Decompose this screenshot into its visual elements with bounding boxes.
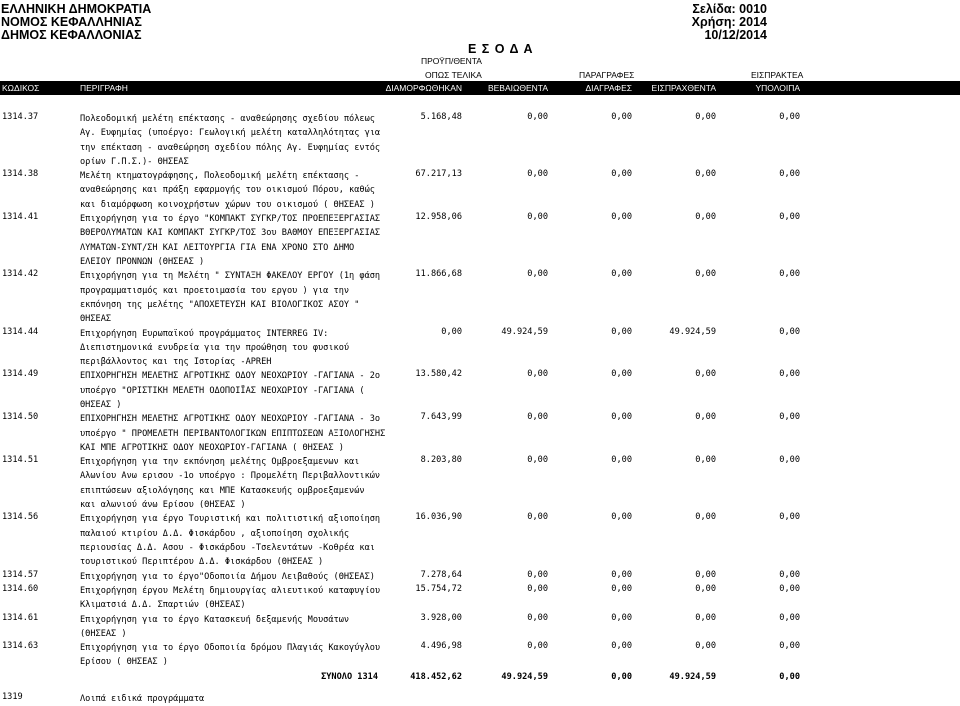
description-line: και διαμόρφωση κοινοχρήστων χώρων του οικισμού ( ΘΗΣΕΑΣ ) (80, 199, 375, 210)
total-formed: 418.452,62 (410, 671, 462, 682)
row-code: 1314.41 (2, 212, 39, 223)
row-certified: 49.924,59 (501, 326, 548, 337)
row-description (80, 269, 380, 326)
description-line: περιουσίας Δ.Δ. Ασου - Φισκάρδου -Τσελεντάτων -Κοθρέα και (80, 542, 375, 553)
subheader-receivable: ΕΙΣΠΡΑΚΤΕΑ (751, 70, 804, 80)
row-certified: 0,00 (527, 112, 548, 122)
row-code: 1314.57 (2, 569, 39, 580)
description-line: Επιχορήγηση για την εκπόνηση μελέτης Ομβροεξαμενων και (80, 457, 360, 468)
row-certified: 0,00 (527, 212, 548, 223)
row-deletions: 0,00 (611, 412, 632, 423)
row-collected: 0,00 (695, 455, 716, 466)
row-balance: 0,00 (779, 412, 800, 423)
row-certified: 0,00 (527, 412, 548, 423)
row-collected: 0,00 (695, 112, 716, 122)
row-deletions: 0,00 (611, 612, 632, 623)
total-deletions: 0,00 (611, 671, 632, 682)
row-collected: 0,00 (695, 412, 716, 423)
row-deletions: 0,00 (611, 455, 632, 466)
row-description (80, 212, 380, 269)
row-collected: 0,00 (695, 212, 716, 223)
subheader-budgeted: ΠΡΟΫΠ/ΘΕΝΤΑ (421, 56, 482, 66)
description-line: Επιχορήγηση για έργο Τουριστική και πολιτιστική αξιοποίηση (80, 514, 381, 525)
row-collected: 0,00 (695, 512, 716, 523)
row-balance: 0,00 (779, 269, 800, 280)
next-description: Λοιπά ειδικά προγράμματα (80, 694, 205, 704)
header-year: Χρήση: 2014 (691, 15, 767, 29)
row-formed: 15.754,72 (415, 583, 462, 594)
row-code: 1314.44 (2, 326, 39, 337)
row-collected: 0,00 (695, 569, 716, 580)
row-collected: 49.924,59 (669, 326, 716, 337)
total-collected: 49.924,59 (669, 671, 716, 682)
description-line: Επιχορήγηση για το έργο Οδοποιία δρόμου Πλαγιάς Κακογύγλου (80, 643, 381, 654)
description-line: περιβάλλοντος και της Ιστορίας -APREH (80, 357, 272, 368)
row-deletions: 0,00 (611, 212, 632, 223)
row-certified: 0,00 (527, 583, 548, 594)
total-certified: 49.924,59 (501, 671, 548, 682)
description-line: ΕΠΙΧΟΡΗΓΗΣΗ ΜΕΛΕΤΗΣ ΑΓΡΟΤΙΚΗΣ ΟΔΟΥ ΝΕΟΧΩΡΙΟΥ -ΓΑΓΙΑΝΑ - 3ο (80, 414, 381, 425)
row-collected: 0,00 (695, 269, 716, 280)
row-deletions: 0,00 (611, 569, 632, 580)
row-formed: 13.580,42 (415, 369, 462, 380)
description-line: και αλωνιού άνω Ερίσου (ΘΗΣΕΑΣ ) (80, 500, 246, 511)
row-certified: 0,00 (527, 369, 548, 380)
row-balance: 0,00 (779, 583, 800, 594)
row-code: 1314.63 (2, 641, 39, 652)
row-formed: 3.928,00 (420, 612, 462, 623)
description-line: Μελέτη κτηματογράφησης, Πολεοδομική μελέτη επέκτασης - (80, 171, 360, 182)
row-balance: 0,00 (779, 641, 800, 652)
description-line: ορίων Γ.Π.Σ.)- ΘΗΣΕΑΣ (80, 156, 189, 167)
description-line: Διεπιστημονικά ενυδρεία για την προώθηση του φυσικού (80, 342, 350, 353)
description-line: τουριστικού Περιπτέρου Δ.Δ. Φισκάρδου (ΘΗΣΕΑΣ ) (80, 557, 324, 568)
row-code: 1314.50 (2, 412, 39, 423)
row-description (80, 584, 380, 613)
row-certified: 0,00 (527, 169, 548, 180)
row-formed: 4.496,98 (420, 641, 462, 652)
description-line: Πολεοδομική μελέτη επέκτασης - αναθεώρησης σχεδίου πόλεως (80, 114, 375, 124)
row-description (80, 613, 349, 642)
description-line: ΒΘΕΡΟΛΥΜΑΤΩΝ ΚΑΙ ΚΟΜΠΑΚΤ ΣΥΓΚΡ/ΤΟΣ 3ου ΒΑΘΜΟΥ ΕΠΕΞΕΡΓΑΣΙΑΣ (80, 228, 381, 239)
description-line: Αγ. Ευφημίας (υποέργο: Γεωλογική μελέτη καταλληλότητας για (80, 128, 381, 139)
description-line: Επιχορήγηση για το έργο Κατασκευή δεξαμενής Μουσάτων (80, 614, 350, 625)
row-formed: 16.036,90 (415, 512, 462, 523)
total-label: ΣΥΝΟΛΟ 1314 (321, 671, 378, 682)
row-balance: 0,00 (779, 169, 800, 180)
row-deletions: 0,00 (611, 512, 632, 523)
row-collected: 0,00 (695, 583, 716, 594)
row-description (80, 412, 385, 455)
description-line: ΘΗΣΕΑΣ ) (80, 399, 122, 410)
description-line: Επιχορήγηση έργου Μελέτη δημιουργίας αλιευτικού καταφυγίου (80, 585, 381, 596)
col-formed: ΔΙΑΜΟΡΦΩΘΗΚΑΝ (385, 83, 462, 93)
row-deletions: 0,00 (611, 112, 632, 122)
header-prefecture: ΝΟΜΟΣ ΚΕΦΑΛΛΗΝΙΑΣ (1, 15, 142, 29)
row-collected: 0,00 (695, 369, 716, 380)
description-line: υποέργο "ΟΡΙΣΤΙΚΗ ΜΕΛΕΤΗ ΟΔΟΠΟΙΪΑΣ ΝΕΟΧΩΡΙΟΥ -ΓΑΓΙΑΝΑ ( (80, 385, 365, 396)
row-deletions: 0,00 (611, 169, 632, 180)
description-line: αναθεώρησης και πράξη εφαρμογής του οικισμού Πόρου, καθώς (80, 185, 375, 196)
row-code: 1314.38 (2, 169, 39, 180)
description-line: Κλιματσιά Δ.Δ. Σπαρτιών (ΘΗΣΕΑΣ) (80, 600, 246, 611)
description-line: επιπτώσεων αξιολόγησης και ΜΠΕ Κατασκευής ομβροεξαμενών (80, 485, 365, 496)
description-line: ΘΗΣΕΑΣ (80, 314, 112, 325)
row-collected: 0,00 (695, 612, 716, 623)
col-balance: ΥΠΟΛΟΙΠΑ (755, 83, 800, 93)
row-collected: 0,00 (695, 641, 716, 652)
description-line: Ερίσου ( ΘΗΣΕΑΣ ) (80, 657, 168, 668)
row-balance: 0,00 (779, 212, 800, 223)
row-deletions: 0,00 (611, 583, 632, 594)
row-certified: 0,00 (527, 455, 548, 466)
description-line: παλαιού κτιρίου Δ.Δ. Φισκάρδου , αξιοποίηση σχολικής (80, 528, 350, 539)
row-deletions: 0,00 (611, 269, 632, 280)
description-line: (ΘΗΣΕΑΣ ) (80, 628, 127, 639)
row-description (80, 112, 380, 169)
row-description (80, 327, 349, 370)
row-code: 1314.37 (2, 112, 39, 122)
description-line: προγραμματισμός και προετοιμασία του εργου ) για την (80, 285, 350, 296)
row-balance: 0,00 (779, 512, 800, 523)
description-line: υποέργο " ΠΡΟΜΕΛΕΤΗ ΠΕΡΙΒΑΝΤΟΛΟΓΙΚΩΝ ΕΠΙΠΤΩΣΕΩΝ ΑΞΙΟΛΟΓΗΣΗΣ (80, 428, 386, 439)
row-certified: 0,00 (527, 269, 548, 280)
row-formed: 12.958,06 (415, 212, 462, 223)
row-deletions: 0,00 (611, 326, 632, 337)
row-formed: 0,00 (441, 326, 462, 337)
row-formed: 7.278,64 (420, 569, 462, 580)
next-code: 1319 (2, 692, 23, 702)
row-certified: 0,00 (527, 512, 548, 523)
description-line: Επιχορήγηση για τη Μελέτη " ΣΥΝΤΑΞΗ ΦΑΚΕΛΟΥ ΕΡΓΟΥ (1η φάση (80, 271, 381, 282)
description-line: ΕΛΕΙΟΥ ΠΡΟΝΝΩΝ (ΘΗΣΕΑΣ ) (80, 256, 205, 267)
col-collected: ΕΙΣΠΡΑΧΘΕΝΤΑ (651, 83, 716, 93)
row-balance: 0,00 (779, 369, 800, 380)
report-title: Ε Σ Ο Δ Α (468, 42, 534, 56)
description-line: Αλωνίου Ανω ερισου -1ο υποέργο : Προμελέτη Περιβαλλοντικών (80, 471, 381, 482)
column-header-bar (0, 81, 960, 95)
description-line: ΛΥΜΑΤΩΝ-ΣΥΝΤ/ΣΗ ΚΑΙ ΛΕΙΤΟΥΡΓΙΑ ΓΙΑ ΕΝΑ ΧΡΟΝΟ ΣΤΟ ΔΗΜΟ (80, 242, 355, 253)
description-line: ΕΠΙΧΟΡΗΓΗΣΗ ΜΕΛΕΤΗΣ ΑΓΡΟΤΙΚΗΣ ΟΔΟΥ ΝΕΟΧΩΡΙΟΥ -ΓΑΓΙΑΝΑ - 2ο (80, 371, 381, 382)
row-balance: 0,00 (779, 326, 800, 337)
row-certified: 0,00 (527, 641, 548, 652)
row-description (80, 641, 380, 670)
row-description (80, 455, 380, 512)
row-code: 1314.51 (2, 455, 39, 466)
description-line: την επέκταση - αναθεώρηση σχεδίου πόλης Αγ. Ευφημίας εντός (80, 142, 381, 153)
description-line: ΚΑΙ ΜΠΕ ΑΓΡΟΤΙΚΗΣ ΟΔΟΥ ΝΕΟΧΩΡΙΟΥ-ΓΑΓΙΑΝΑ ( ΘΗΣΕΑΣ ) (80, 442, 344, 453)
col-certified: ΒΕΒΑΙΩΘΕΝΤΑ (487, 83, 548, 93)
row-formed: 8.203,80 (420, 455, 462, 466)
subheader-paragraphs: ΠΑΡΑΓΡΑΦΕΣ (579, 70, 635, 80)
col-code: ΚΩΔΙΚΟΣ (2, 83, 40, 93)
row-balance: 0,00 (779, 569, 800, 580)
row-collected: 0,00 (695, 169, 716, 180)
row-code: 1314.49 (2, 369, 39, 380)
description-line: Επιχορήγηση για το έργο "ΚΟΜΠΑΚΤ ΣΥΓΚΡ/ΤΟΣ ΠΡΟΕΠΕΞΕΡΓΑΣΙΑΣ (80, 214, 381, 225)
row-description (80, 369, 380, 412)
header-municipality: ΔΗΜΟΣ ΚΕΦΑΛΛΟΝΙΑΣ (1, 28, 142, 42)
header-date: 10/12/2014 (704, 28, 767, 42)
row-description (80, 169, 375, 212)
row-balance: 0,00 (779, 612, 800, 623)
col-description: ΠΕΡΙΓΡΑΦΗ (80, 83, 128, 93)
row-description (80, 512, 380, 569)
row-certified: 0,00 (527, 569, 548, 580)
description-line: εκπόνηση της μελέτης "ΑΠΟΧΕΤΕΥΣΗ ΚΑΙ ΒΙΟΛΟΓΙΚΟΣ ΑΣΟΥ " (80, 299, 360, 310)
row-formed: 5.168,48 (420, 112, 462, 122)
total-balance: 0,00 (779, 671, 800, 682)
header-state: ΕΛΛΗΝΙΚΗ ΔΗΜΟΚΡΑΤΙΑ (1, 2, 152, 16)
row-code: 1314.56 (2, 512, 39, 523)
row-code: 1314.61 (2, 612, 39, 623)
row-code: 1314.60 (2, 583, 39, 594)
row-balance: 0,00 (779, 112, 800, 122)
row-formed: 67.217,13 (415, 169, 462, 180)
description-line: Επιχορήγηση για το έργο"Οδοποιία Δήμου Λειβαθούς (ΘΗΣΕΑΣ) (80, 571, 375, 582)
col-deletions: ΔΙΑΓΡΑΦΕΣ (585, 83, 632, 93)
row-deletions: 0,00 (611, 369, 632, 380)
row-certified: 0,00 (527, 612, 548, 623)
row-formed: 7.643,99 (420, 412, 462, 423)
row-code: 1314.42 (2, 269, 39, 280)
row-balance: 0,00 (779, 455, 800, 466)
row-formed: 11.866,68 (415, 269, 462, 280)
description-line: Επιχορήγηση Ευρωπαϊκού προγράμματος INTERREG IV: (80, 328, 329, 339)
subheader-final: ΟΠΩΣ ΤΕΛΙΚΑ (425, 70, 482, 80)
row-deletions: 0,00 (611, 641, 632, 652)
header-page: Σελίδα: 0010 (692, 2, 767, 16)
row-description (80, 570, 375, 584)
